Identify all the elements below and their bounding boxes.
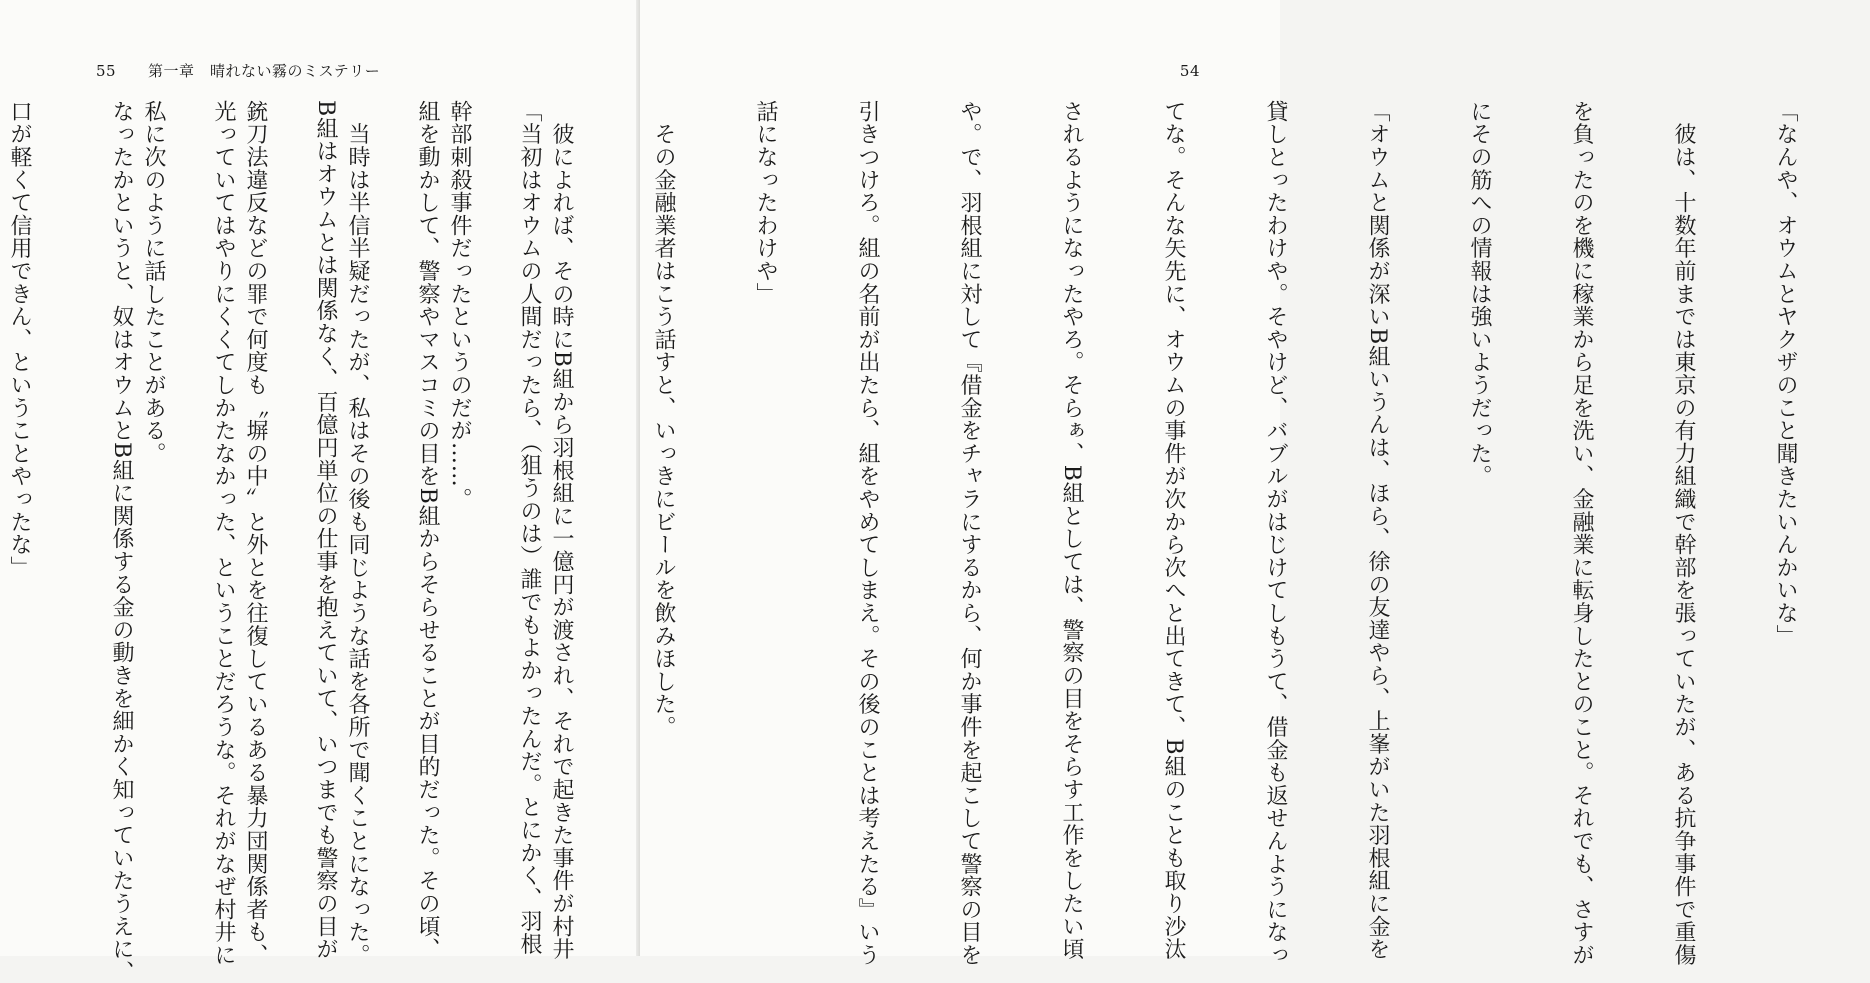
text-column: されるようになったやろ。そらぁ、B組としては、警察の目をそらす工作をしたい頃 [1059,100,1084,961]
text-column: 貸しとったわけや。そやけど、バブルがはじけてしもうて、借金も返せんようになっ [1263,100,1288,967]
text-column: 幹部刺殺事件だったというのだが……。 [447,100,472,511]
text-column: 口が軽くて信用できん、ということやったな」 [7,100,32,579]
text-column: その金融業者はこう話すと、いっきにビールを飲みほした。 [651,100,676,739]
text-column: 「オウムと関係が深いB組いうんは、ほら、徐の友達やら、上峯がいた羽根組に金を [1365,100,1390,961]
text-column: B組はオウムとは関係なく、百億円単位の仕事を抱えていて、いつまでも警察の目が [313,100,338,961]
text-column: 「なんや、オウムとヤクザのこと聞きたいんかいな」 [1773,100,1798,648]
text-column: 話になったわけや」 [753,100,778,306]
text-column: 私に次のように話したことがある。 [141,100,166,465]
text-column: なったかというと、奴はオウムとB組に関係する金の動きを細かく知っていたうえに、 [109,100,134,983]
text-column: を負ったのを機に稼業から足を洗い、金融業に転身したとのこと。それでも、さすが [1569,100,1594,967]
text-column: 「当初はオウムの人間だったら、（狙うのは）誰でもよかったんだ。とにかく、羽根 [517,100,542,956]
text-column: 引きつけろ。組の名前が出たら、組をやめてしまえ。その後のことは考えたる』いう [855,100,880,967]
text-column: や。で、羽根組に対して『借金をチャラにするから、何か事件を起こして警察の目を [957,100,982,967]
text-column: にその筋への情報は強いようだった。 [1467,100,1492,488]
text-column: 銃刀法違反などの罪で何度も〝塀の中〟と外とを往復しているある暴力団関係者も、 [243,100,268,967]
text-column: 当時は半信半疑だったが、私はその後も同じような話を各所で聞くことになった。 [345,100,370,967]
text-column: 彼によれば、その時にB組から羽根組に一億円が渡され、それで起きた事件が村井 [549,100,574,961]
left-page-number: 55 [96,62,117,80]
text-column: 組を動かして、警察やマスコミの目をB組からそらせることが目的だった。その頃、 [415,100,440,961]
text-column: 光っていてはやりにくくてしかたなかった、ということだろうな。それがなぜ村井に [211,100,236,967]
text-column: 彼は、十数年前までは東京の有力組織で幹部を張っていたが、ある抗争事件で重傷 [1671,100,1696,967]
right-page-number: 54 [1179,62,1200,80]
chapter-title: 第一章 晴れない霧のミステリー [148,62,381,80]
text-column: てな。そんな矢先に、オウムの事件が次から次へと出てきて、B組のことも取り沙汰 [1161,100,1186,961]
